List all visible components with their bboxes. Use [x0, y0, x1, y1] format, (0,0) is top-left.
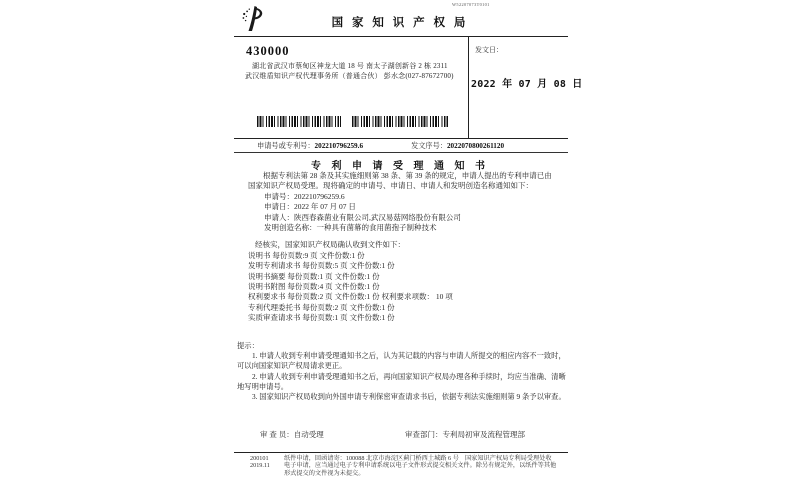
form-footer [250, 455, 562, 477]
field-application-date [264, 202, 556, 212]
received-file-item: 权利要求书 每份页数:2 页 文件份数:1 份 权利要求项数： 10 项 [248, 292, 453, 302]
notice-body [248, 171, 556, 324]
footer-paper-instruction: 纸件申请，回函请寄：100088 北京市海淀区蓟门桥西土城路 6 号 国家知识产权局专利局受理处收 [284, 455, 552, 462]
recipient-address-line1: 湖北省武汉市蔡甸区神龙大道 18 号 南太子湖创新谷 2 栋 2311 [252, 62, 448, 70]
notice-title: 专 利 申 请 受 理 通 知 书 [311, 161, 489, 172]
field-value: 陕西春森菌业有限公司,武汉易菇网络股份有限公司 [294, 212, 461, 222]
application-number-value: 202210796259.6 [314, 142, 364, 150]
dispatch-serial-value: 2022070800261120 [446, 142, 505, 150]
field-value: 202210796259.6 [294, 191, 345, 201]
recipient-address-line2: 武汉维盾知识产权代理事务所（普通合伙） 彭水念(027-87672700) [245, 72, 454, 80]
dispatch-date-label: 发文日： [475, 46, 503, 54]
footer-instructions [284, 455, 562, 477]
note-item-2: 2. 申请人收到专利申请受理通知书之后，再向国家知识产权局办理各种手续时，均应当准确、清晰地写明申请号。 [237, 371, 566, 391]
department [405, 429, 525, 440]
field-value: 2022 年 07 月 07 日 [294, 202, 356, 212]
form-codes [250, 455, 278, 477]
footer-divider [234, 452, 568, 453]
examiner [260, 429, 324, 440]
received-file-item: 说明书 每份页数:9 页 文件份数:1 份 [248, 250, 365, 260]
field-invention-title [264, 223, 556, 233]
dispatch-date-value: 2022 年 07 月 08 日 [471, 79, 583, 90]
patent-acceptance-notice [230, 0, 583, 500]
footer-electronic-instruction: 电子申请，应当通过电子专利申请系统以电子文件形式提交相关文件。除另有规定外，以纸件等其他形式提交的文件视为未提交。 [284, 462, 557, 477]
notes-section [237, 341, 567, 402]
field-value: 一种具有菌幕的食用菌孢子制种技术 [316, 223, 437, 233]
body-intro-paragraph: 根据专利法第 28 条及其实施细则第 38 条、第 39 条的规定，申请人提出的专利申请已由国家知识产权局受理。现将确定的申请号、申请日、申请人和发明创造名称通知如下： [248, 171, 552, 191]
address-box-bottom-divider [234, 138, 568, 139]
header-divider [234, 36, 568, 37]
top-right-serial-code: W52207073T0101 [452, 3, 490, 8]
examiner-value: 自动受理 [293, 430, 324, 439]
address-box-divider [468, 36, 469, 138]
received-file-item: 说明书摘要 每份页数:1 页 文件份数:1 份 [248, 271, 380, 281]
application-number [257, 141, 363, 151]
field-label: 申请号： [264, 191, 294, 201]
received-file-item: 说明书附图 每份页数:4 页 文件份数:1 份 [248, 282, 380, 292]
field-application-no [264, 192, 556, 202]
application-number-label: 申请号或专利号： [257, 142, 315, 150]
received-file-item: 专利代理委托书 每份页数:2 页 文件份数:1 份 [248, 302, 395, 312]
examiner-label: 审 查 员： [260, 430, 294, 439]
department-label: 审查部门： [405, 430, 443, 439]
field-label: 申请人： [264, 212, 294, 222]
received-file-item: 实质审查请求书 每份页数:1 页 文件份数:1 份 [248, 313, 395, 323]
received-file-item: 发明专利请求书 每份页数:5 页 文件份数:1 份 [248, 261, 395, 271]
dispatch-serial-label: 发文序号： [411, 142, 447, 150]
field-label: 发明创造名称： [264, 223, 317, 233]
note-item-3: 3. 国家知识产权局收到向外国申请专利保密审查请求书后，依据专利法实施细则第 9 条予以审查。 [252, 392, 566, 402]
received-files-list [248, 251, 556, 324]
org-title: 国 家 知 识 产 权 局 [331, 17, 469, 29]
postal-code: 430000 [246, 44, 290, 58]
application-row-divider [234, 152, 568, 153]
received-files-intro: 经核实，国家知识产权局确认收到文件如下： [255, 240, 405, 250]
barcode-left [257, 116, 341, 127]
dispatch-serial [411, 141, 504, 151]
field-applicant [264, 213, 556, 223]
field-label: 申请日： [264, 202, 294, 212]
form-code: 200101 [250, 455, 269, 462]
form-version: 2019.11 [250, 462, 270, 470]
barcode-right [352, 116, 448, 127]
department-value: 专利局初审及流程管理部 [442, 430, 525, 439]
application-fields [264, 192, 556, 234]
notes-title: 提示： [237, 341, 259, 350]
note-item-1: 1. 申请人收到专利申请受理通知书之后，认为其记载的内容与申请人所提交的相应内容不一致时，可以向国家知识产权局请求更正。 [237, 351, 566, 371]
